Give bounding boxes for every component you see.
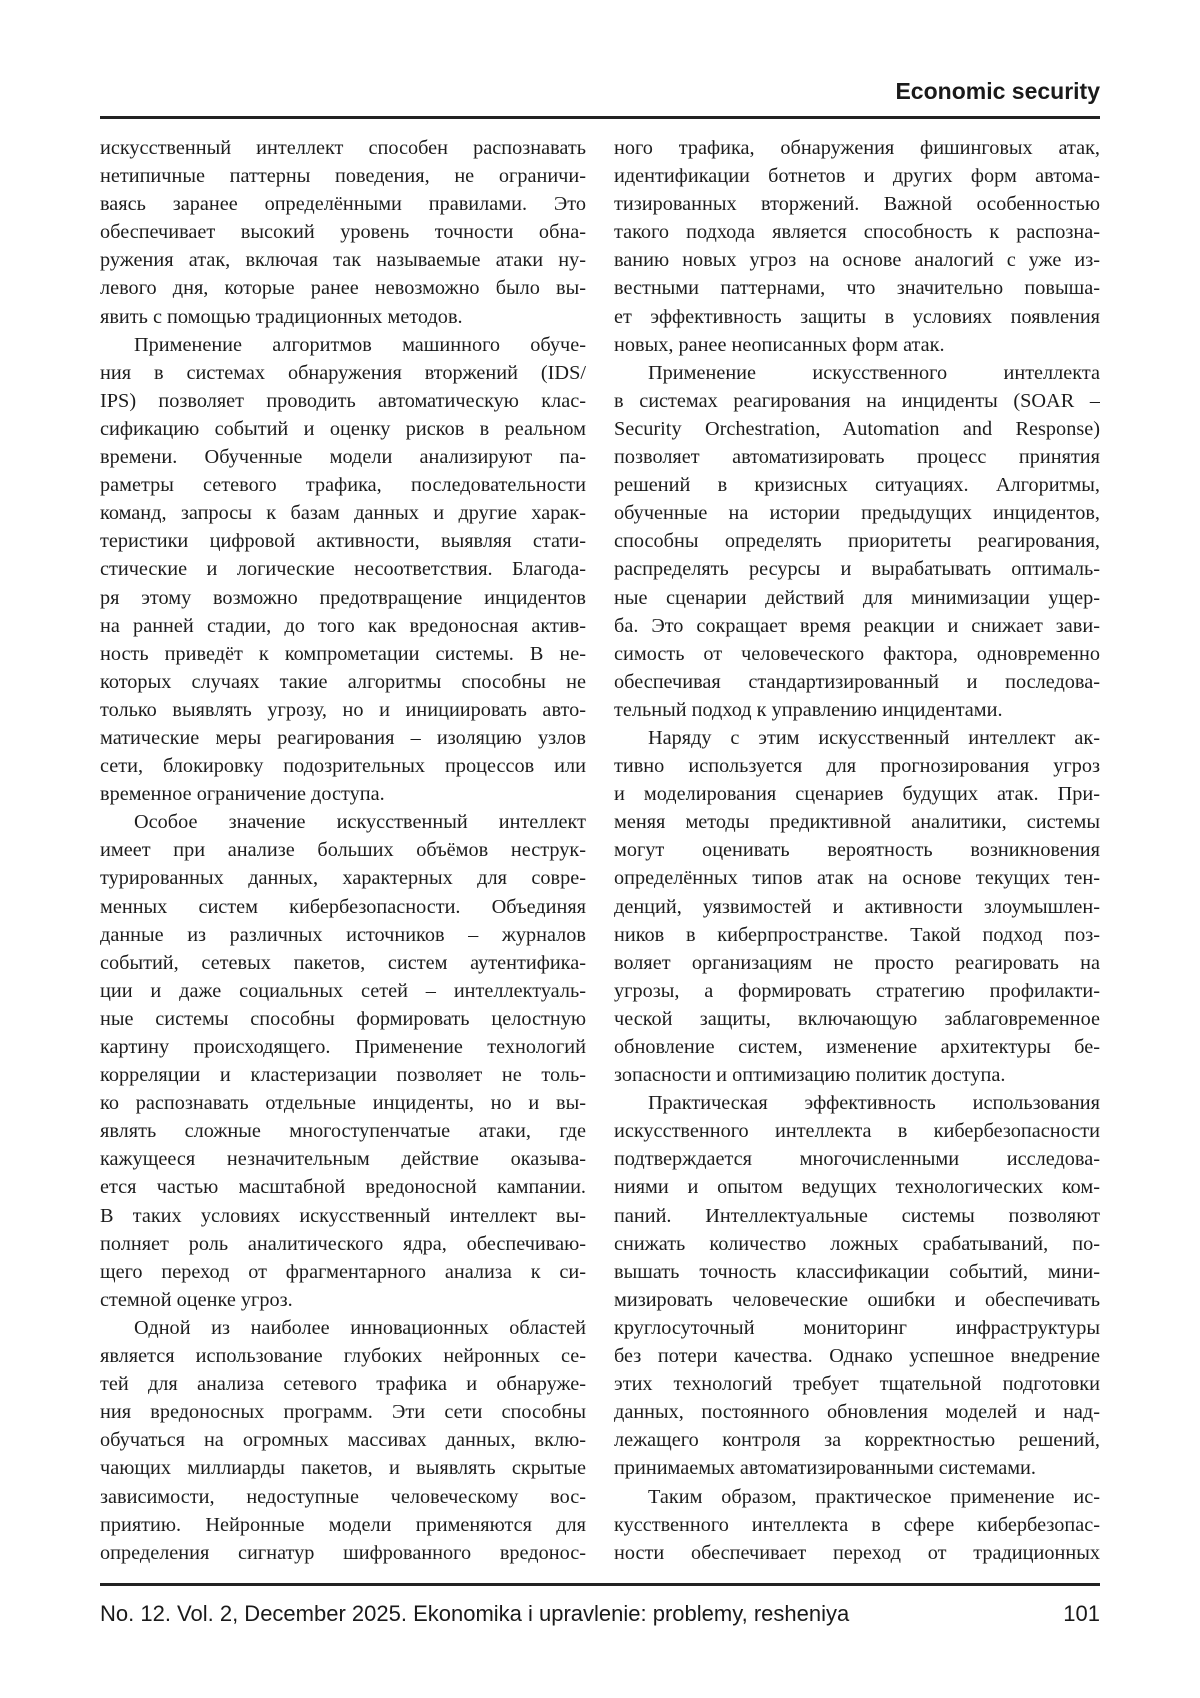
- paragraph: [100, 331, 586, 809]
- text-line: подтверждается многочисленными исследова-: [614, 1148, 1100, 1171]
- text-line: Security Orchestration, Automation and Response): [614, 417, 1100, 440]
- text-line: круглосуточный мониторинг инфраструктуры: [614, 1316, 1100, 1339]
- text-line: ря этому возможно предотвращение инцидентов: [100, 586, 586, 609]
- text-line: новых, ранее неописанных форм атак.: [614, 333, 945, 356]
- text-line: ные сценарии действий для минимизации ущер-: [614, 586, 1100, 609]
- text-line: способны определять приоритеты реагирования,: [614, 530, 1100, 553]
- footer-page-number: 101: [1063, 1600, 1100, 1626]
- text-line: временное ограничение доступа.: [100, 783, 385, 806]
- text-line: явить с помощью традиционных методов.: [100, 305, 463, 328]
- text-line: IPS) позволяет проводить автоматическую клас-: [100, 389, 586, 412]
- text-line: ния вредоносных программ. Эти сети способны: [100, 1401, 586, 1424]
- text-line: могут оценивать вероятность возникновения: [614, 839, 1100, 862]
- text-line: такого подхода является способность к распозна-: [614, 221, 1100, 244]
- text-line: принимаемых автоматизированными системами.: [614, 1457, 1036, 1480]
- text-line: зависимости, недоступные человеческому вос-: [100, 1485, 586, 1508]
- text-line: тей для анализа сетевого трафика и обнаруже-: [100, 1373, 586, 1396]
- text-line: паний. Интеллектуальные системы позволяют: [614, 1204, 1100, 1227]
- text-line: обученные на истории предыдущих инцидентов,: [614, 502, 1100, 525]
- text-line: обучаться на огромных массивах данных, вклю-: [100, 1429, 586, 1452]
- running-head-section-label: Economic security: [895, 78, 1100, 104]
- text-line: раметры сетевого трафика, последовательности: [100, 474, 586, 497]
- text-line: зопасности и оптимизацию политик доступа.: [614, 1064, 1006, 1087]
- page-footer: [100, 1601, 1100, 1627]
- text-line: мизировать человеческие ошибки и обеспечивать: [614, 1288, 1100, 1311]
- text-line: вестными паттернами, что значительно повыша-: [614, 277, 1100, 300]
- text-line: полняет роль аналитического ядра, обеспечиваю-: [100, 1232, 586, 1255]
- header-rule: [100, 116, 1100, 119]
- text-line: распределять ресурсы и вырабатывать оптималь-: [614, 558, 1100, 581]
- text-line: щего переход от фрагментарного анализа к си-: [100, 1260, 586, 1283]
- text-line: идентификации ботнетов и других форм автома-: [614, 165, 1100, 188]
- text-column-left: [100, 134, 586, 1567]
- text-line: решений в кризисных ситуациях. Алгоритмы,: [614, 474, 1100, 497]
- text-line: стические и логические несоответствия. Благода-: [100, 558, 586, 581]
- text-line: являть сложные многоступенчатые атаки, где: [100, 1120, 586, 1143]
- text-line: денций, уязвимостей и активности злоумышлен-: [614, 895, 1100, 918]
- text-line: искусственного интеллекта в кибербезопасности: [614, 1120, 1100, 1143]
- text-line: является использование глубоких нейронных се-: [100, 1345, 586, 1368]
- text-line: без потери качества. Однако успешное внедрение: [614, 1345, 1100, 1368]
- text-line: ников в киберпространстве. Такой подход поз-: [614, 923, 1100, 946]
- text-line: ного трафика, обнаружения фишинговых атак,: [614, 137, 1100, 159]
- text-line: ности обеспечивает переход от традиционных: [614, 1541, 1100, 1564]
- text-column-right: [614, 134, 1100, 1567]
- text-line: команд, запросы к базам данных и другие харак-: [100, 502, 586, 525]
- text-line: ность приведёт к компрометации системы. В не-: [100, 642, 586, 665]
- text-line: угрозы, а формировать стратегию профилакти-: [614, 979, 1100, 1002]
- text-line: этих технологий требует тщательной подготовки: [614, 1373, 1100, 1396]
- text-line: кажущееся незначительным действие оказыва-: [100, 1148, 586, 1171]
- text-line: имеет при анализе больших объёмов неструк-: [100, 839, 586, 862]
- text-line: Применение алгоритмов машинного обуче-: [134, 333, 586, 356]
- text-line: чающих миллиарды пакетов, и выявлять скрытые: [100, 1457, 586, 1480]
- text-line: матические меры реагирования – изоляцию узлов: [100, 726, 586, 749]
- text-line: тивно используется для прогнозирования угроз: [614, 755, 1100, 778]
- text-line: корреляции и кластеризации позволяет не толь-: [100, 1064, 586, 1087]
- text-line: ба. Это сокращает время реакции и снижает зави-: [614, 614, 1100, 637]
- paragraph: [614, 359, 1100, 724]
- text-line: Одной из наиболее инновационных областей: [134, 1316, 586, 1339]
- text-line: лежащего контроля за корректностью решений,: [614, 1429, 1100, 1452]
- text-line: теристики цифровой активности, выявляя стати-: [100, 530, 586, 553]
- text-line: времени. Обученные модели анализируют па-: [100, 446, 586, 469]
- text-line: ниями и опытом ведущих технологических ком-: [614, 1176, 1100, 1199]
- text-line: и моделирования сценариев будущих атак. При-: [614, 783, 1100, 806]
- paragraph: [100, 808, 586, 1314]
- text-line: ет эффективность защиты в условиях появления: [614, 305, 1100, 328]
- paragraph: [614, 134, 1100, 359]
- text-line: Таким образом, практическое применение ис-: [648, 1485, 1100, 1508]
- text-line: ко распознавать отдельные инциденты, но и вы-: [100, 1092, 586, 1115]
- paragraph: [100, 1314, 586, 1567]
- paragraph: [614, 1089, 1100, 1482]
- text-line: ные системы способны формировать целостную: [100, 1007, 586, 1030]
- footer-rule: [100, 1583, 1100, 1586]
- text-line: позволяет автоматизировать процесс принятия: [614, 446, 1100, 469]
- text-line: Практическая эффективность использования: [648, 1092, 1100, 1115]
- text-line: ческой защиты, включающую заблаговременное: [614, 1007, 1100, 1030]
- text-line: событий, сетевых пакетов, систем аутентифика-: [100, 951, 586, 974]
- text-line: обеспечивая стандартизированный и последова-: [614, 670, 1100, 693]
- text-line: определения сигнатур шифрованного вредонос-: [100, 1541, 586, 1564]
- text-line: Применение искусственного интеллекта: [648, 361, 1100, 384]
- text-line: ружения атак, включая так называемые атаки ну-: [100, 249, 586, 272]
- text-line: только выявлять угрозу, но и инициировать авто-: [100, 698, 586, 721]
- paragraph: [614, 1483, 1100, 1567]
- text-line: турированных данных, характерных для совре-: [100, 867, 586, 890]
- text-line: на ранней стадии, до того как вредоносная актив-: [100, 614, 586, 637]
- text-line: обеспечивает высокий уровень точности обна-: [100, 221, 586, 244]
- text-line: данных, постоянного обновления моделей и над-: [614, 1401, 1100, 1424]
- text-line: приятию. Нейронные модели применяются для: [100, 1513, 586, 1536]
- text-line: Наряду с этим искусственный интеллект ак-: [648, 726, 1100, 749]
- text-line: нетипичные паттерны поведения, не ограничи-: [100, 165, 586, 188]
- paragraph: [100, 134, 586, 331]
- text-line: кусственного интеллекта в сфере кибербезопас-: [614, 1513, 1100, 1536]
- text-line: ции и даже социальных сетей – интеллектуаль-: [100, 979, 586, 1002]
- text-line: ется частью масштабной вредоносной кампании.: [100, 1176, 586, 1199]
- text-line: вышать точность классификации событий, мини-: [614, 1260, 1100, 1283]
- text-line: В таких условиях искусственный интеллект вы-: [100, 1204, 586, 1227]
- text-line: ванию новых угроз на основе аналогий с уже из-: [614, 249, 1100, 272]
- text-line: данные из различных источников – журналов: [100, 923, 586, 946]
- text-line: которых случаях такие алгоритмы способны не: [100, 670, 586, 693]
- text-line: ваясь заранее определёнными правилами. Это: [100, 193, 586, 216]
- text-line: стемной оценке угроз.: [100, 1288, 293, 1311]
- text-line: определённых типов атак на основе текущих тен-: [614, 867, 1100, 890]
- text-line: тельный подход к управлению инцидентами.: [614, 698, 1003, 721]
- text-line: меняя методы предиктивной аналитики, системы: [614, 811, 1100, 834]
- text-line: ния в системах обнаружения вторжений (IDS/: [100, 361, 586, 384]
- journal-page: [100, 0, 1100, 1627]
- text-line: снижать количество ложных срабатываний, по-: [614, 1232, 1100, 1255]
- text-line: обновление систем, изменение архитектуры бе-: [614, 1036, 1100, 1058]
- text-line: левого дня, которые ранее невозможно было вы-: [100, 277, 586, 300]
- text-line: картину происходящего. Применение технологий: [100, 1036, 586, 1058]
- text-line: сети, блокировку подозрительных процессов или: [100, 755, 586, 778]
- footer-journal-line: No. 12. Vol. 2, December 2025. Ekonomika i upravlenie: problemy, resheniya: [100, 1600, 850, 1626]
- text-line: тизированных вторжений. Важной особенностью: [614, 193, 1100, 216]
- text-line: сификацию событий и оценку рисков в реальном: [100, 417, 586, 440]
- article-body: [100, 134, 1100, 1567]
- text-line: в системах реагирования на инциденты (SOAR –: [614, 389, 1100, 412]
- text-line: симость от человеческого фактора, одновременно: [614, 642, 1100, 665]
- text-line: менных систем кибербезопасности. Объединяя: [100, 895, 586, 918]
- text-line: воляет организациям не просто реагировать на: [614, 951, 1100, 974]
- paragraph: [614, 724, 1100, 1089]
- text-line: Особое значение искусственный интеллект: [134, 811, 586, 834]
- text-line: искусственный интеллект способен распознавать: [100, 137, 586, 159]
